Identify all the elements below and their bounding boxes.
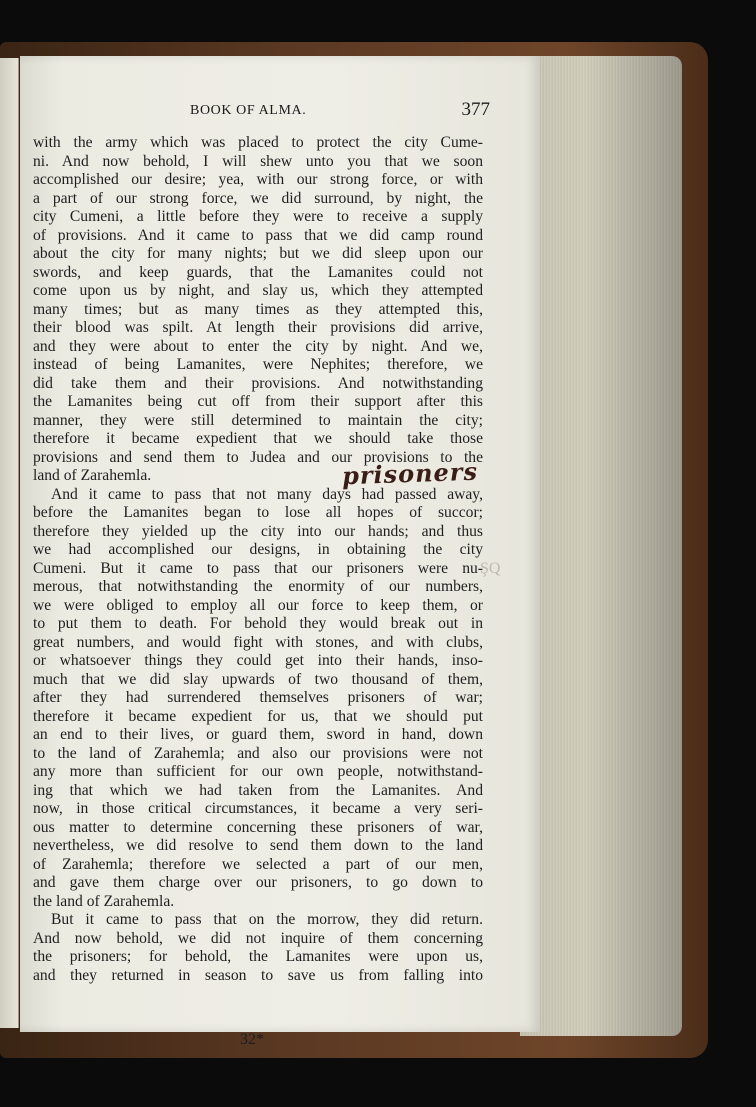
text-line: nevertheless, we did resolve to send them down to the land — [33, 837, 483, 854]
text-line: instead of being Lamanites, were Nephites; therefore, we — [33, 356, 483, 373]
text-line: about the city for many nights; but we did sleep upon our — [33, 245, 483, 262]
text-line: we had accomplished our designs, in obtaining the city — [33, 541, 483, 558]
text-line: And it came to pass that not many days had passed away, — [51, 485, 483, 503]
text-line: merous, that notwithstanding the enormity of our numbers, — [33, 578, 483, 595]
text-line: manner, they were still determined to maintain the city; — [33, 411, 483, 429]
text-line: of Zarahemla; therefore we selected a part of our men, — [33, 855, 483, 873]
text-line: swords, and keep guards, that the Lamanites could not — [33, 263, 483, 281]
text-line: come upon us by night, and slay us, which they attempted — [33, 282, 483, 299]
text-line: the land of Zarahemla. — [33, 892, 175, 910]
text-line: much that we did slay upwards of two thousand of them, — [33, 670, 483, 688]
text-line: did take them and their provisions. And notwithstanding — [33, 374, 483, 392]
text-line: or whatsoever things they could get into their hands, inso- — [33, 652, 483, 669]
text-line: ni. And now behold, I will shew unto you that we soon — [33, 152, 483, 170]
text-line: ing that which we had taken from the Lamanites. And — [33, 781, 483, 799]
running-head: BOOK OF ALMA. — [190, 103, 307, 118]
text-line: and they returned in season to save us from falling into — [33, 966, 483, 984]
text-line: of provisions. And it came to pass that we did camp round — [33, 226, 483, 244]
body-text — [33, 134, 483, 985]
text-line: and they were about to enter the city by night. And we, — [33, 337, 483, 355]
text-line: great numbers, and would fight with stones, and with clubs, — [33, 633, 483, 651]
page-edges-shade — [520, 56, 682, 1036]
text-line: a part of our strong force, we did surround, by night, the — [33, 189, 483, 207]
text-line: with the army which was placed to protect the city Cume- — [33, 134, 483, 151]
text-line: many times; but as many times as they attempted this, — [33, 300, 483, 318]
text-line: now, in those critical circumstances, it became a very seri- — [33, 800, 483, 817]
text-line: therefore they yielded up the city into our hands; and thus — [33, 522, 483, 540]
text-line: And now behold, we did not inquire of them concerning — [33, 929, 483, 947]
text-line: provisions and send them to Judea and our provisions to the — [33, 448, 483, 466]
text-line: the Lamanites being cut off from their support after this — [33, 393, 483, 410]
page-number: 377 — [461, 99, 490, 120]
text-line: after they had surrendered themselves prisoners of war; — [33, 689, 483, 706]
page-header — [190, 99, 490, 125]
text-line: Cumeni. But it came to pass that our prisoners were nu- — [33, 559, 483, 577]
text-line: land of Zarahemla. — [33, 467, 152, 484]
text-line: accomplished our desire; yea, with our strong force, or with — [33, 171, 483, 188]
text-line: the prisoners; for behold, the Lamanites were upon us, — [33, 948, 483, 965]
text-line: any more than sufficient for our own people, notwithstand- — [33, 763, 483, 780]
text-line: their blood was spilt. At length their provisions did arrive, — [33, 319, 483, 336]
text-line: to the land of Zarahemla; and also our provisions were not — [33, 744, 483, 762]
text-line: to put them to death. For behold they would break out in — [33, 615, 483, 632]
text-line: But it came to pass that on the morrow, they did return. — [51, 911, 483, 928]
text-line: we were obliged to employ all our force to keep them, or — [33, 596, 483, 614]
text-line: before the Lamanites began to lose all hopes of succor; — [33, 504, 483, 521]
signature-mark: 32* — [240, 1031, 264, 1048]
text-line: therefore it became expedient that we should take those — [33, 430, 483, 447]
handwritten-annotation: prisoners — [341, 456, 479, 491]
text-line: city Cumeni, a little before they were to receive a supply — [33, 208, 483, 225]
text-line: and gave them charge over our prisoners, to go down to — [33, 874, 483, 891]
book-page — [20, 56, 540, 1048]
bleed-through-mark: ŞQ — [480, 560, 501, 577]
text-line: ous matter to determine concerning these prisoners of war, — [33, 818, 483, 836]
text-line: an end to their lives, or guard them, sword in hand, down — [33, 726, 483, 743]
left-page-edge — [0, 58, 19, 1028]
text-line: therefore it became expedient for us, that we should put — [33, 707, 483, 725]
